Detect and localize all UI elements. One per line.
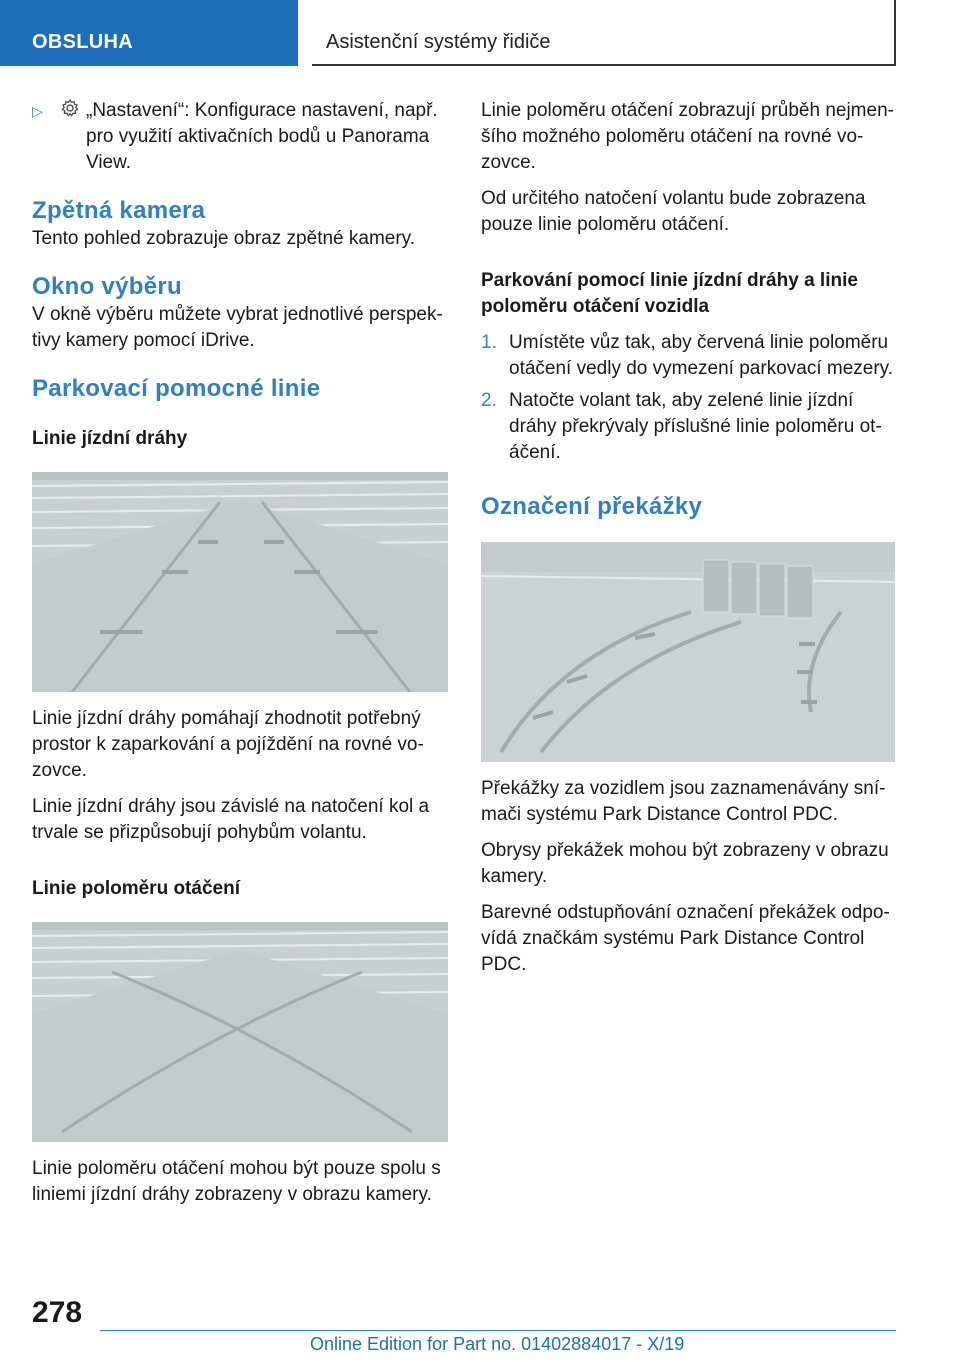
left-column bbox=[32, 98, 452, 1218]
gear-icon bbox=[60, 98, 86, 176]
turning-lines-figure bbox=[32, 922, 448, 1142]
step-item bbox=[481, 388, 901, 466]
lane-lines-p2: Linie jízdní dráhy jsou závislé na natočení kol a trvale se přizpůsobují pohybům volantu. bbox=[32, 796, 430, 843]
parking-lines-heading: Parkovací pomocné linie bbox=[32, 375, 321, 402]
selection-window-heading: Okno výběru bbox=[32, 273, 183, 300]
right-p1: Linie poloměru otáčení zobrazují průběh nejmen‐šího možného poloměru otáčení na rovné vo‐zovce. bbox=[481, 100, 894, 173]
obstacle-p3: Barevné odstupňování označení překážek odpo‐vídá značkám systému Park Distance Control PDC. bbox=[481, 902, 890, 975]
right-column bbox=[481, 98, 901, 988]
footer-edition: Online Edition for Part no. 01402884017 - X/19 bbox=[310, 1334, 685, 1354]
lane-lines-p1: Linie jízdní dráhy pomáhají zhodnotit potřebný prostor k zaparkování a pojíždění na rovné vo‐zovce. bbox=[32, 708, 424, 781]
turning-lines-p1: Linie poloměru otáčení mohou být pouze spolu s liniemi jízdní dráhy zobrazeny v obrazu kamery. bbox=[32, 1158, 441, 1205]
footer-rule bbox=[100, 1330, 896, 1331]
selection-window-text: V okně výběru můžete vybrat jednotlivé perspek‐tivy kamery pomocí iDrive. bbox=[32, 304, 443, 351]
turning-lines-subheading: Linie poloměru otáčení bbox=[32, 878, 240, 899]
right-p2: Od určitého natočení volantu bude zobrazena pouze linie poloměru otáčení. bbox=[481, 188, 866, 235]
settings-bullet-text: „Nastavení“: Konfigurace nastavení, např. pro využití aktivačních bodů u Panorama View. bbox=[86, 100, 438, 173]
step-text: Natočte volant tak, aby zelené linie jízdní dráhy překrývaly příslušné linie poloměru ot‐áčení. bbox=[509, 390, 882, 463]
rear-camera-heading: Zpětná kamera bbox=[32, 197, 206, 224]
step-number: 1. bbox=[481, 332, 497, 353]
obstacle-p1: Překážky za vozidlem jsou zaznamenávány sní‐mači systému Park Distance Control PDC. bbox=[481, 778, 886, 825]
step-number: 2. bbox=[481, 390, 497, 411]
step-item bbox=[481, 330, 901, 382]
step-text: Umístěte vůz tak, aby červená linie poloměru otáčení vedly do vymezení parkovací mezery. bbox=[509, 332, 894, 379]
rear-camera-text: Tento pohled zobrazuje obraz zpětné kamery. bbox=[32, 228, 416, 249]
obstacle-heading: Označení překážky bbox=[481, 493, 703, 520]
obstacle-figure bbox=[481, 542, 895, 762]
header-section-title: OBSLUHA bbox=[0, 0, 298, 66]
page-number: 278 bbox=[32, 1296, 83, 1329]
lane-lines-subheading: Linie jízdní dráhy bbox=[32, 428, 188, 449]
obstacle-p2: Obrysy překážek mohou být zobrazeny v obrazu kamery. bbox=[481, 840, 889, 887]
lane-lines-figure bbox=[32, 472, 448, 692]
parking-procedure-subheading: Parkování pomocí linie jízdní dráhy a linie poloměru otáčení vozidla bbox=[481, 270, 858, 317]
settings-bullet bbox=[32, 98, 452, 176]
header-chapter-title: Asistenční systémy řidiče bbox=[312, 0, 896, 66]
triangle-bullet-icon: ▷ bbox=[32, 103, 43, 119]
